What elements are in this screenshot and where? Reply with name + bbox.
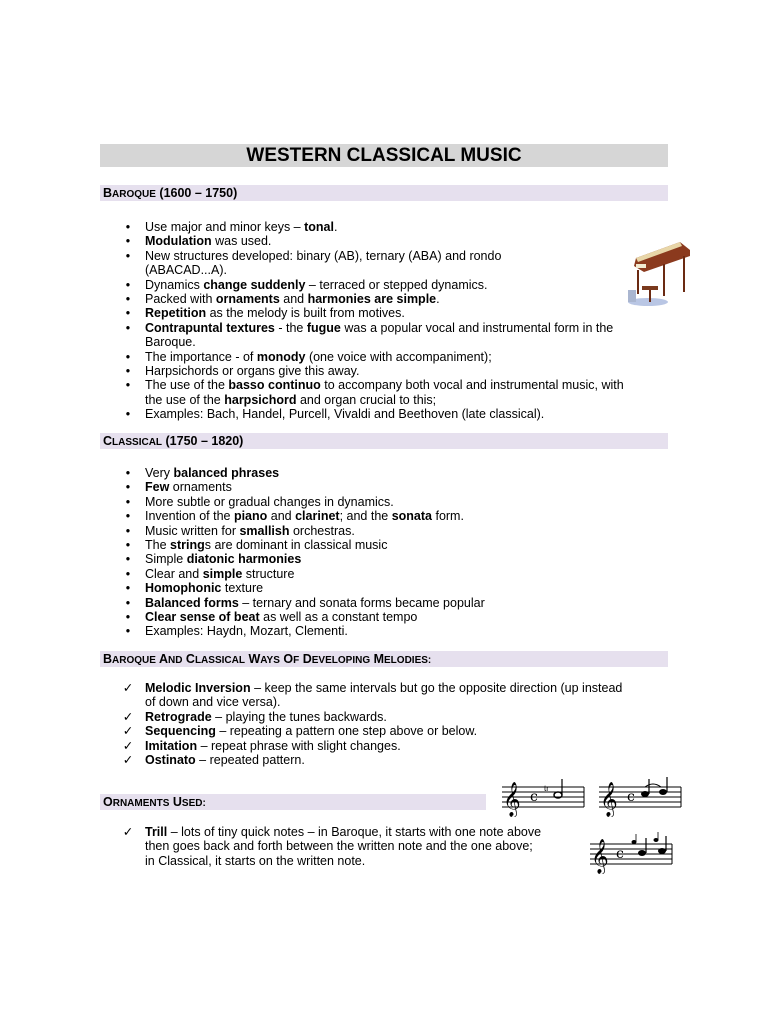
bullet-icon: • [125,220,131,234]
section-heading-developing-melodies: BAROQUE AND CLASSICAL WAYS OF DEVELOPING MELODIES: [100,651,668,667]
list-item: • More subtle or gradual changes in dynamics. [121,495,661,509]
list-item: • Packed with ornaments and harmonies are simple. [121,292,661,306]
list-item: • Balanced forms – ternary and sonata forms became popular [121,596,661,610]
classical-list [121,466,661,639]
list-item: • Clear sense of beat as well as a constant tempo [121,610,661,624]
svg-text:𝄞: 𝄞 [503,782,521,817]
svg-text:c: c [530,789,538,805]
svg-text:c: c [627,789,635,805]
list-item: • Very balanced phrases [121,466,661,480]
bullet-icon: • [125,234,131,249]
ornaments-list [121,825,571,868]
svg-text:𝄞: 𝄞 [591,839,609,874]
list-item: • Clear and simple structure [121,567,661,581]
bullet-icon: • [125,581,131,596]
list-item: • New structures developed: binary (AB), ternary (ABA) and rondo (ABACAD...A). [121,249,661,278]
list-item: • Contrapuntal textures - the fugue was a popular vocal and instrumental form in the Baroque. [121,321,661,350]
music-notation-1 [500,775,586,817]
bullet-icon: • [125,538,131,553]
list-item: • Music written for smallish orchestras. [121,524,661,538]
bullet-icon: • [125,494,131,509]
list-item: • Simple diatonic harmonies [121,552,661,566]
bullet-icon: • [125,349,131,364]
list-item: • The strings are dominant in classical music [121,538,661,552]
bullet-icon: • [125,292,131,307]
harpsichord-illustration [622,234,694,314]
list-item: ✓ Sequencing – repeating a pattern one step above or below. [122,724,478,739]
list-item: • Homophonic texture [121,581,661,595]
bullet-icon: • [125,523,131,538]
list-item: • Repetition as the melody is built from motives. [121,306,661,320]
list-item: ✓ Ostinato – repeated pattern. [122,753,305,768]
checkmark-icon: ✓ [122,724,134,739]
section-heading-ornaments: ORNAMENTS USED: [100,794,486,810]
list-item: • Harpsichords or organs give this away. [121,364,661,378]
bullet-icon: • [125,364,131,379]
music-notation-3 [588,832,674,874]
bullet-icon: • [125,306,131,321]
bullet-icon: • [125,480,131,495]
list-item: • Modulation was used. [121,234,661,248]
bullet-icon: • [125,320,131,335]
bullet-icon: • [125,277,131,292]
list-item: • The importance - of monody (one voice with accompaniment); [121,350,661,364]
list-item: ✓ Trill – lots of tiny quick notes – in Baroque, it starts with one note above then goes back and forth between the written note and the one above; in Classical, it starts on the written note. [122,825,542,868]
baroque-list [121,220,661,422]
section-heading-classical: CLASSICAL (1750 – 1820) [100,433,668,449]
list-item: • Examples: Bach, Handel, Purcell, Vivaldi and Beethoven (late classical). [121,407,661,421]
svg-text:tr: tr [544,784,549,793]
list-item: • The use of the basso continuo to accompany both vocal and instrumental music, with the use of the harpsichord and organ crucial to this; [121,378,661,407]
list-item: • Dynamics change suddenly – terraced or stepped dynamics. [121,278,661,292]
list-item: • Invention of the piano and clarinet; and the sonata form. [121,509,661,523]
bullet-icon: • [125,407,131,422]
list-item: • Examples: Haydn, Mozart, Clementi. [121,624,661,638]
developing-melodies-list [121,681,661,767]
list-item: • Use major and minor keys – tonal. [121,220,661,234]
list-item: ✓ Melodic Inversion – keep the same intervals but go the opposite direction (up instead of down and vice versa). [122,681,623,710]
checkmark-icon: ✓ [122,825,134,839]
checkmark-icon: ✓ [122,681,134,695]
list-item: • Few ornaments [121,480,661,494]
bullet-icon: • [125,624,131,639]
bullet-icon: • [125,466,131,480]
list-item: ✓ Imitation – repeat phrase with slight changes. [122,738,401,753]
svg-text:c: c [616,846,624,862]
bullet-icon: • [125,610,131,625]
svg-text:𝄞: 𝄞 [600,782,618,817]
bullet-icon: • [125,595,131,610]
bullet-icon: • [125,566,131,581]
checkmark-icon: ✓ [122,738,134,753]
checkmark-icon: ✓ [122,753,134,768]
list-item: ✓ Retrograde – playing the tunes backwards. [122,709,387,724]
bullet-icon: • [125,248,131,263]
bullet-icon: • [125,509,131,524]
bullet-icon: • [125,378,131,393]
section-heading-baroque: BAROQUE (1600 – 1750) [100,185,668,201]
music-notation-2 [597,775,683,817]
checkmark-icon: ✓ [122,709,134,724]
page-title: WESTERN CLASSICAL MUSIC [100,144,668,167]
bullet-icon: • [125,552,131,567]
